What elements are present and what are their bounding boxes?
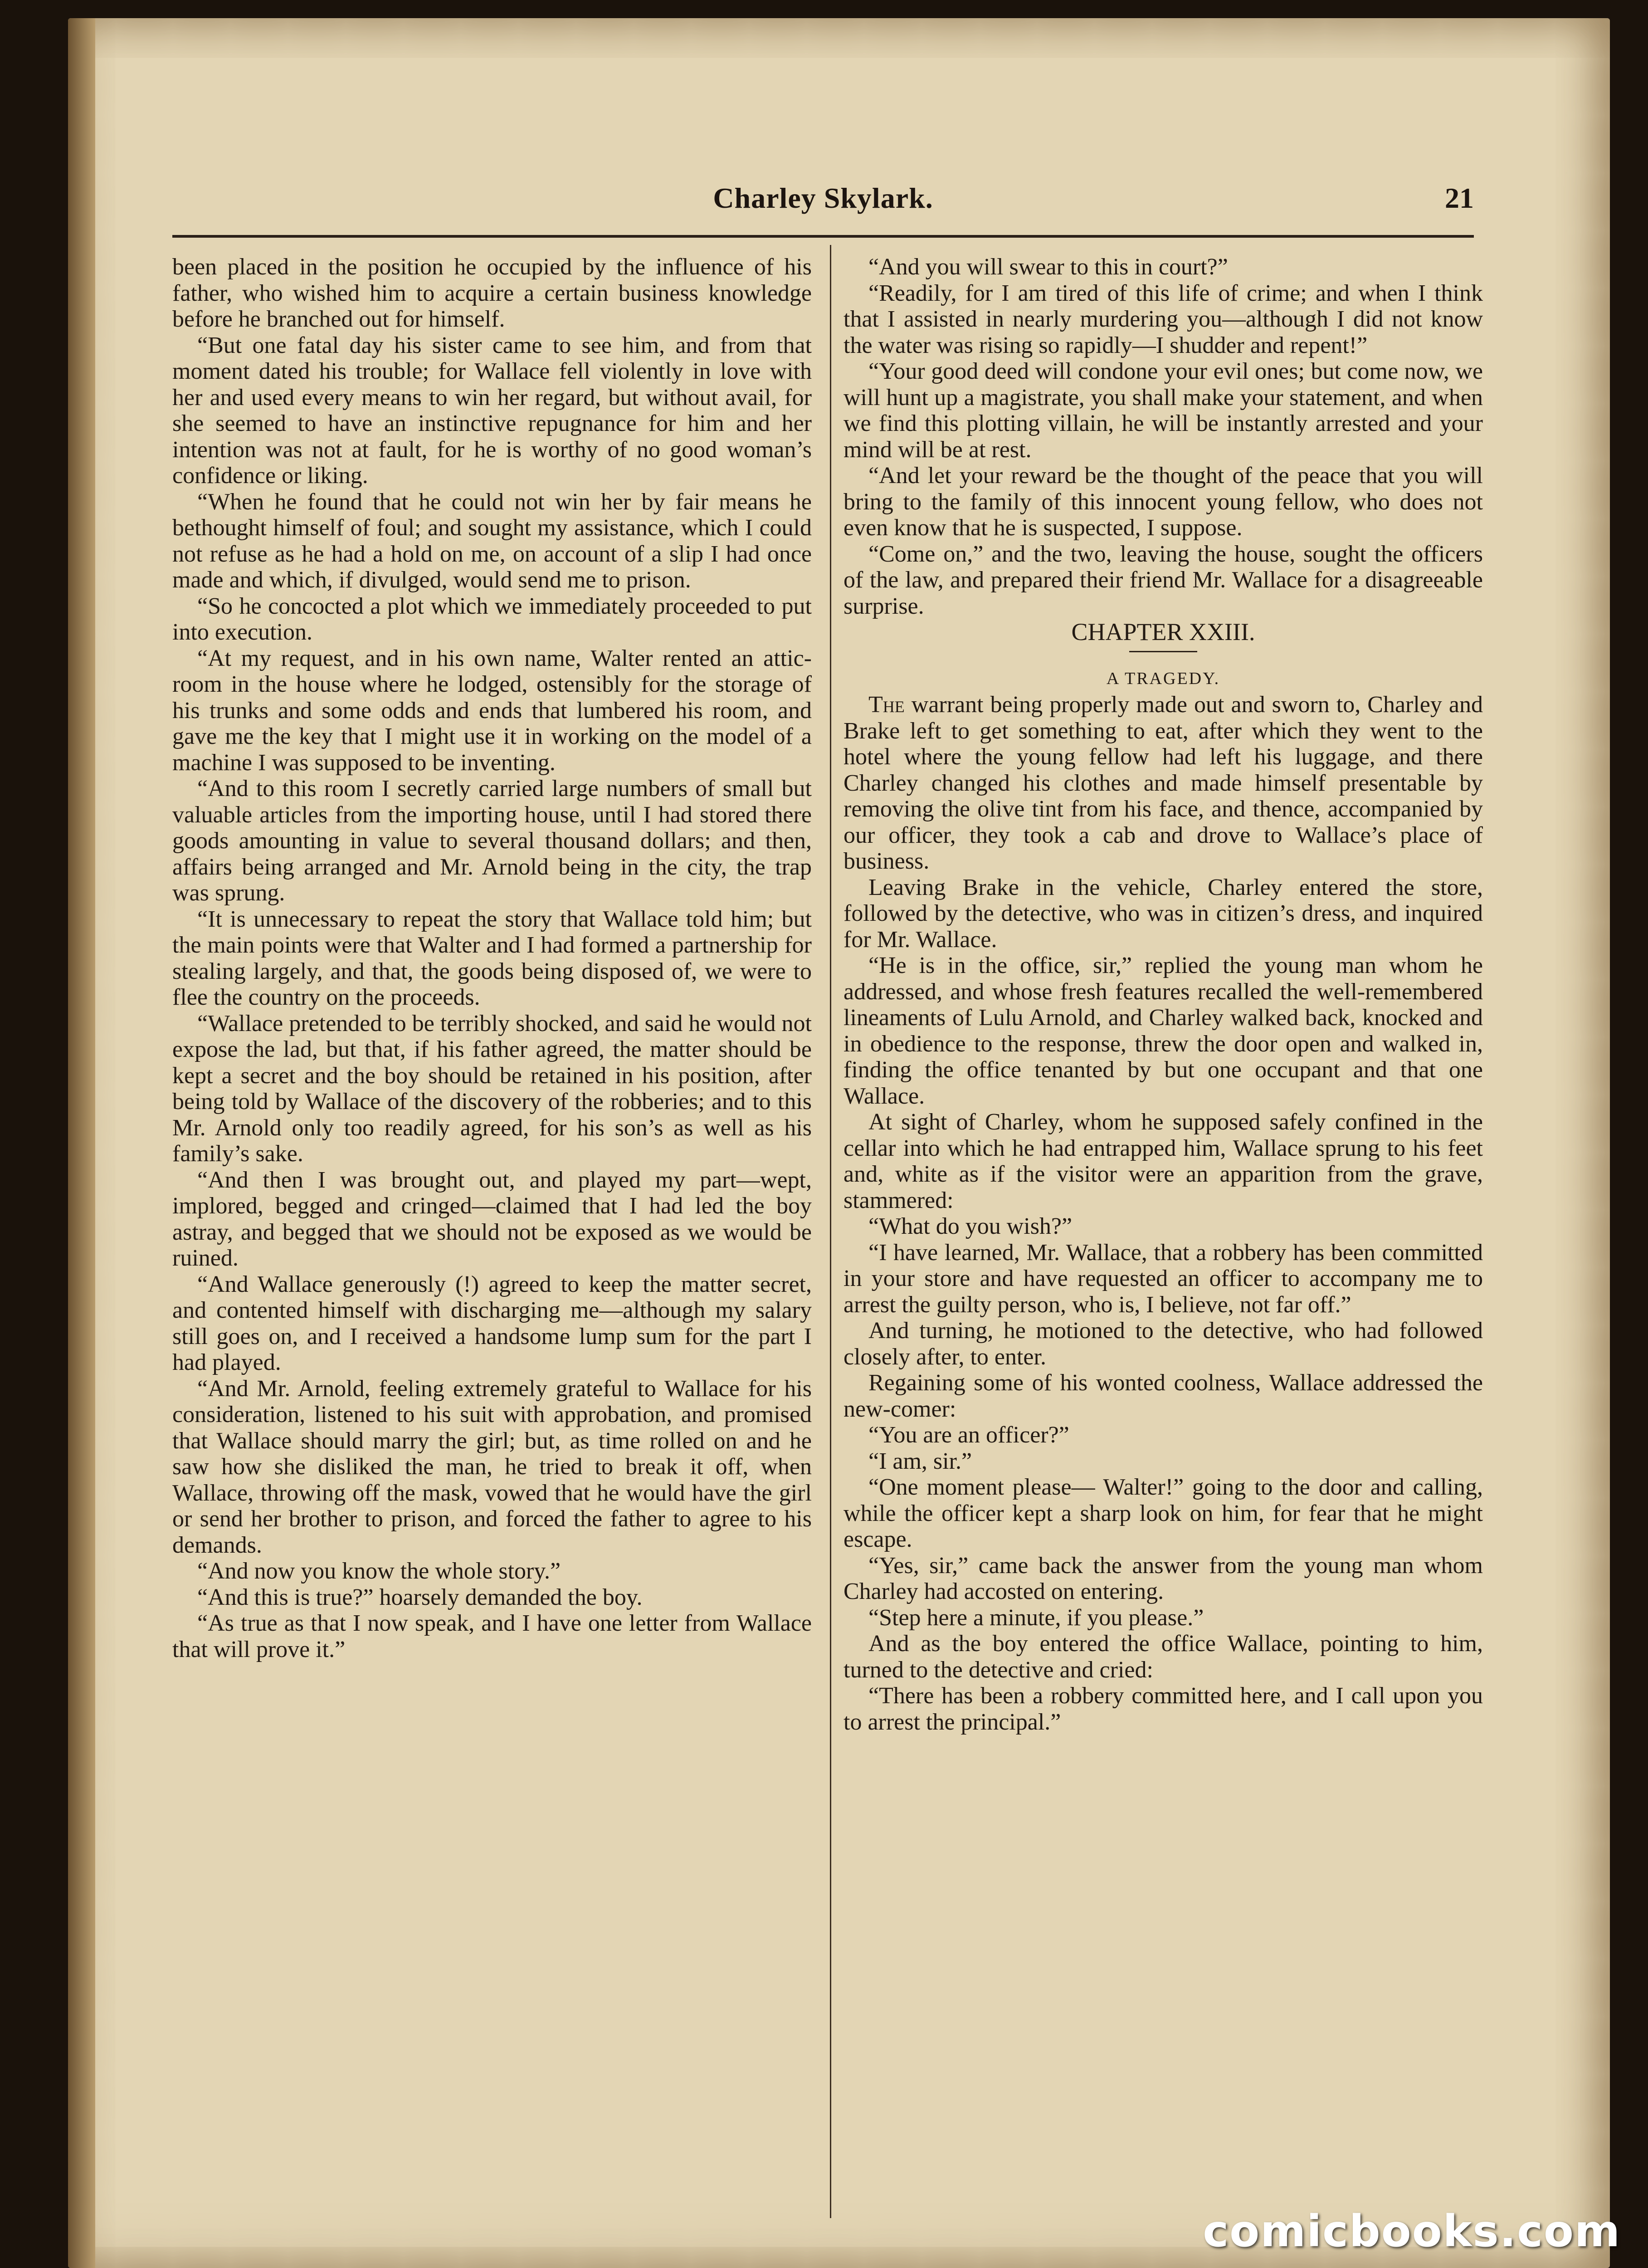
page-spine-shadow bbox=[68, 18, 95, 2268]
paragraph: “At my request, and in his own name, Walter rented an attic-room in the house where he lodged, ostensibly for the storage of his trunks and some odds and ends that lumbered his room, and gave me the key that I might use it in working on the model of a machine I was supposed to be inventing. bbox=[172, 645, 812, 776]
paragraph: “There has been a robbery committed here, and I call upon you to arrest the principal.” bbox=[844, 1683, 1483, 1735]
paragraph: “He is in the office, sir,” replied the young man whom he addressed, and whose fresh features recalled the well-remembered lineaments of Lulu Arnold, and Charley walked back, knocked and in obedience to the response, threw the door open and walked in, finding the office tenanted by but one occupant and that one Wallace. bbox=[844, 953, 1483, 1109]
paragraph: “When he found that he could not win her by fair means he bethought himself of foul; and sought my assistance, which I could not refuse as he had a hold on me, on account of a slip I had once made and which, if divulged, would send me to prison. bbox=[172, 489, 812, 593]
chapter-rule bbox=[1129, 651, 1197, 652]
right-column bbox=[844, 254, 1483, 1735]
paragraph: been placed in the position he occupied by the influence of his father, who wished him to acquire a certain business knowledge before he branched out for himself. bbox=[172, 254, 812, 332]
paragraph: “Your good deed will condone your evil ones; but come now, we will hunt up a magistrate, you shall make your statement, and when we find this plotting villain, he will be instantly arrested and your mind will be at rest. bbox=[844, 358, 1483, 463]
paragraph: “And now you know the whole story.” bbox=[197, 1558, 561, 1584]
paragraph: “And let your reward be the thought of the peace that you will bring to the family of this innocent young fellow, who does not even know that he is suspected, I suppose. bbox=[844, 463, 1483, 541]
paragraph: “One moment please— Walter!” going to the door and calling, while the officer kept a sharp look on him, for fear that he might escape. bbox=[844, 1474, 1483, 1552]
page-header bbox=[172, 172, 1474, 236]
paragraph: “Step here a minute, if you please.” bbox=[868, 1604, 1204, 1631]
paragraph: “And to this room I secretly carried large numbers of small but valuable articles from the importing house, until I had stored there goods amounting in value to several thousand dollars; and then, affairs being arranged and Mr. Arnold being in the city, the trap was sprung. bbox=[172, 776, 812, 906]
paragraph: “I have learned, Mr. Wallace, that a robbery has been committed in your store and have requested an officer to accompany me to arrest the guilty person, who is, I believe, not far off.” bbox=[844, 1239, 1483, 1318]
paragraph: “I am, sir.” bbox=[868, 1448, 972, 1474]
chapter-first-paragraph bbox=[844, 692, 1483, 875]
paragraph: “And Wallace generously (!) agreed to keep the matter secret, and contented himself with discharging me—although my salary still goes on, and I received a handsome lump sum for the part I had played. bbox=[172, 1271, 812, 1375]
paragraph: Leaving Brake in the vehicle, Charley entered the store, followed by the detective, who was in citizen’s dress, and inquired for Mr. Wallace. bbox=[844, 874, 1483, 953]
paragraph: And as the boy entered the office Wallace, pointing to him, turned to the detective and cried: bbox=[844, 1631, 1483, 1683]
page-number: 21 bbox=[1445, 182, 1474, 214]
paragraph: “But one fatal day his sister came to see him, and from that moment dated his trouble; for Wallace fell violently in love with her and used every means to win her regard, but without avail, for she seemed to have an instinctive repugnance for him and her intention was not at fault, for he is worthy of no good woman’s confidence or liking. bbox=[172, 332, 812, 489]
paragraph: “Yes, sir,” came back the answer from the young man whom Charley had accosted on entering. bbox=[844, 1552, 1483, 1604]
paragraph: “You are an officer?” bbox=[868, 1422, 1069, 1448]
left-column bbox=[172, 254, 812, 1662]
running-title: Charley Skylark. bbox=[713, 182, 933, 214]
header-rule bbox=[172, 235, 1474, 238]
paragraph: “And this is true?” hoarsely demanded the boy. bbox=[197, 1584, 643, 1610]
paragraph: “And then I was brought out, and played my part—wept, implored, begged and cringed—claimed that I had led the boy astray, and begged that we should not be exposed as we would be ruined. bbox=[172, 1167, 812, 1271]
chapter-heading: CHAPTER XXIII. bbox=[1071, 618, 1255, 645]
paragraph: “So he concocted a plot which we immediately proceeded to put into execution. bbox=[172, 593, 812, 645]
site-watermark: comicbooks.com bbox=[1203, 2206, 1621, 2257]
paragraph: “What do you wish?” bbox=[868, 1213, 1073, 1239]
paragraph: “Readily, for I am tired of this life of crime; and when I think that I assisted in nearly murdering you—although I did not know the water was rising so rapidly—I shudder and repent!” bbox=[844, 280, 1483, 358]
paragraph: “As true as that I now speak, and I have one letter from Wallace that will prove it.” bbox=[172, 1610, 812, 1662]
paragraph: “And you will swear to this in court?” bbox=[868, 254, 1228, 280]
paragraph: And turning, he motioned to the detective, who had followed closely after, to enter. bbox=[844, 1318, 1483, 1370]
column-divider bbox=[830, 245, 831, 2218]
paragraph-text: warrant being properly made out and sworn to, Charley and Brake left to get something to eat, after which they went to the hotel where the young fellow had left his luggage, and there Charley changed his clothes and made himself presentable by removing the olive tint from his face, and thence, accompanied by our officer, they took a cab and drove to Wallace’s place of business. bbox=[844, 692, 1483, 874]
paragraph: “Wallace pretended to be terribly shocked, and said he would not expose the lad, but that, if his father agreed, the matter should be kept a secret and the boy should be retained in his position, after being told by Wallace of the discovery of the robberies; and to this Mr. Arnold only too readily agreed, for his son’s as well as his family’s sake. bbox=[172, 1010, 812, 1167]
book-page bbox=[68, 18, 1610, 2268]
chapter-subtitle: A TRAGEDY. bbox=[1106, 669, 1220, 688]
paragraph: Regaining some of his wonted coolness, Wallace addressed the new-comer: bbox=[844, 1370, 1483, 1422]
paragraph: “Come on,” and the two, leaving the house, sought the officers of the law, and prepared their friend Mr. Wallace for a disagreeable surprise. bbox=[844, 541, 1483, 619]
paragraph: “And Mr. Arnold, feeling extremely grateful to Wallace for his consideration, listened to his suit with approbation, and promised that Wallace should marry the girl; but, as time rolled on and he saw how she disliked the man, he tried to break it off, when Wallace, throwing off the mask, vowed that he would have the girl or send her brother to prison, and forced the father to agree to his demands. bbox=[172, 1375, 812, 1558]
drop-word: The bbox=[868, 692, 905, 718]
paragraph: At sight of Charley, whom he supposed safely confined in the cellar into which he had entrapped him, Wallace sprung to his feet and, white as if the visitor were an apparition from the grave, stammered: bbox=[844, 1109, 1483, 1213]
paragraph: “It is unnecessary to repeat the story that Wallace told him; but the main points were that Walter and I had formed a partnership for stealing largely, and that, the goods being disposed of, we were to flee the country on the proceeds. bbox=[172, 906, 812, 1010]
